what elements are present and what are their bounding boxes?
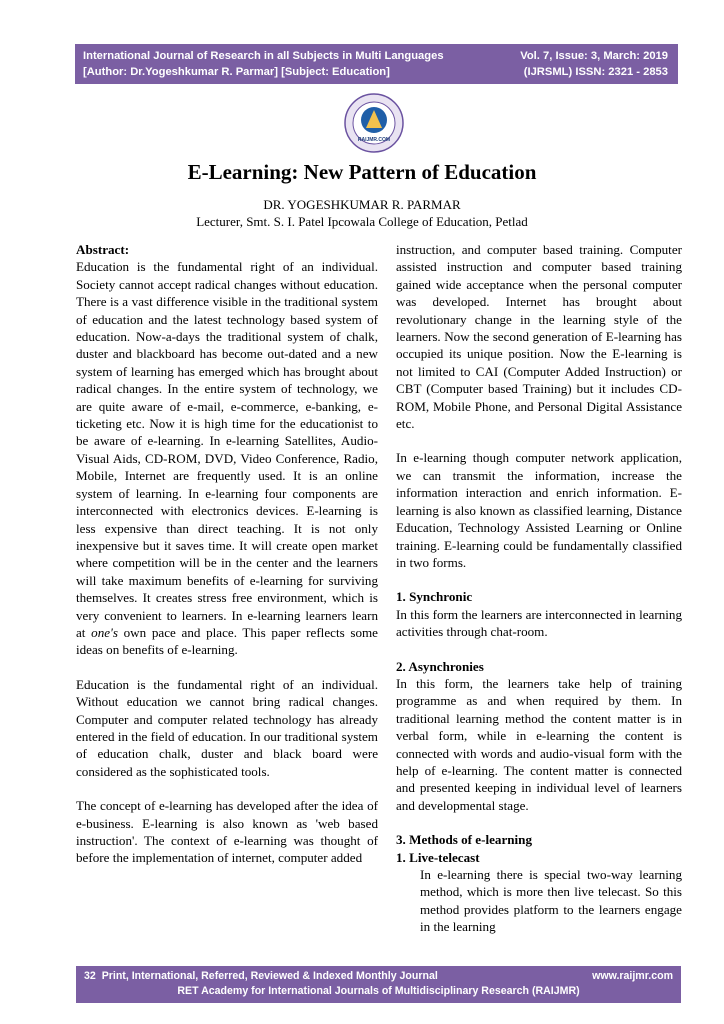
article-title: E-Learning: New Pattern of Education bbox=[187, 160, 537, 184]
intro-paragraph: Education is the fundamental right of an individual. Without education we cannot bring radical changes. Computer and computer related technology has already entered in the field of education. In our traditional system of education chalk, duster and black board were considered as the sophisticated tools. bbox=[76, 676, 378, 779]
journal-header-bar bbox=[75, 44, 678, 84]
left-column bbox=[76, 241, 378, 867]
live-telecast-text: In e-learning there is special two-way learning method, which is more then live telecast. So this method provides platform to the learners engage in the learning bbox=[420, 867, 682, 935]
journal-name: International Journal of Research in all Subjects in Multi Languages bbox=[83, 50, 444, 62]
continued-paragraph: instruction, and computer based training. Computer assisted instruction and computer based training gained wide acceptance when the personal computer was developed. Internet has brought about revolutionary change in the learning style of the learners. Now the second generation of E-learning has occupied its unique position. Now the E-learning is not limited to CAI (Computer Added Instruction) or CBT (Computer based Training) but it includes CD-ROM, Mobile Phone, and Personal Digital Assistance etc. bbox=[396, 242, 682, 432]
concept-paragraph: The concept of e-learning has developed after the idea of e-business. E-learning is also known as 'web based instruction'. The context of e-learning was thought of before the implementation of internet, computer added bbox=[76, 798, 378, 866]
section-asynchronies-heading: 2. Asynchronies bbox=[396, 658, 484, 674]
abstract-heading: Abstract: bbox=[76, 242, 130, 257]
journal-footer-bar bbox=[76, 966, 681, 1003]
footer-website[interactable]: www.raijmr.com bbox=[592, 970, 673, 982]
footer-line-2: RET Academy for International Journals of Multidisciplinary Research (RAIJMR) bbox=[177, 985, 580, 997]
section-asynchronies-text: In this form, the learners take help of training programme as and when required by them. In traditional learning method the content matter is in verbal form, while in e-learning the content is connected with words and audio-visual form with the help of e-learning. The content matter is connected and presented keeping in individual level of learners and developmental stage. bbox=[396, 675, 682, 813]
right-column bbox=[396, 241, 682, 936]
header-left bbox=[83, 48, 444, 80]
section-methods-heading: 3. Methods of e-learning bbox=[396, 832, 533, 848]
network-paragraph: In e-learning though computer network application, we can transmit the information, increase the information interaction and enrich information. E-learning is also known as classified learning, Distance Education, Technology Assisted Learning or Online training. E-learning could be fundamentally classified in two forms. bbox=[396, 450, 682, 570]
volume-issue: Vol. 7, Issue: 3, March: 2019 bbox=[520, 50, 668, 62]
section-synchronic-text: In this form the learners are interconnected in learning activities through chat-room. bbox=[396, 606, 682, 640]
abstract-emphasis: one's bbox=[91, 624, 118, 640]
raijmr-seal-logo bbox=[344, 93, 404, 153]
issn: (IJRSML) ISSN: 2321 - 2853 bbox=[523, 66, 668, 78]
footer-line-1: 32 Print, International, Referred, Reviewed & Indexed Monthly Journal bbox=[84, 970, 438, 982]
header-right bbox=[520, 48, 668, 80]
logo-text: RAIJMR.COM bbox=[357, 137, 391, 143]
article-author: DR. YOGESHKUMAR R. PARMAR bbox=[263, 197, 461, 212]
article-affiliation: Lecturer, Smt. S. I. Patel Ipcowala College of Education, Petlad bbox=[196, 214, 528, 229]
author-subject: [Author: Dr.Yogeshkumar R. Parmar] [Subject: Education] bbox=[83, 66, 390, 78]
section-synchronic-heading: 1. Synchronic bbox=[396, 589, 473, 605]
abstract-paragraph: Education is the fundamental right of an individual. Society cannot accept radical changes without education. There is a vast difference visible in the traditional system of education and the latest technology based system of education. Now-a-days the traditional system of chalk, duster and blackboard has become out-dated and a new system of learning has emerged which has brought about radical changes. In the entire system of technology, we are quite aware of e-mail, e-commerce, e-banking, e-ticketing etc. Now it is high time for the educationist to be aware of e-learning. In e-learning Satellites, Audio-Visual Aids, CD-ROM, DVD, Video Conference, Radio, Mobile, Internet are frequently used. It is an online system of learning. In e-learning four components are interconnected with electronics devices. E-learning is less expensive than direct teaching. It is not only inexpensive but it saves time. It will create open market where competition will be in the center and the learners will take maximum benefits of e-learning for surviving themselves. It creates stress free environment, which is very convenient to learners. In e-learning learners learn at one's own pace and place. This paper reflects some ideas on benefits of e-learning. bbox=[76, 259, 378, 658]
live-telecast-heading: 1. Live-telecast bbox=[396, 849, 480, 865]
page-number: 32 bbox=[84, 970, 96, 982]
